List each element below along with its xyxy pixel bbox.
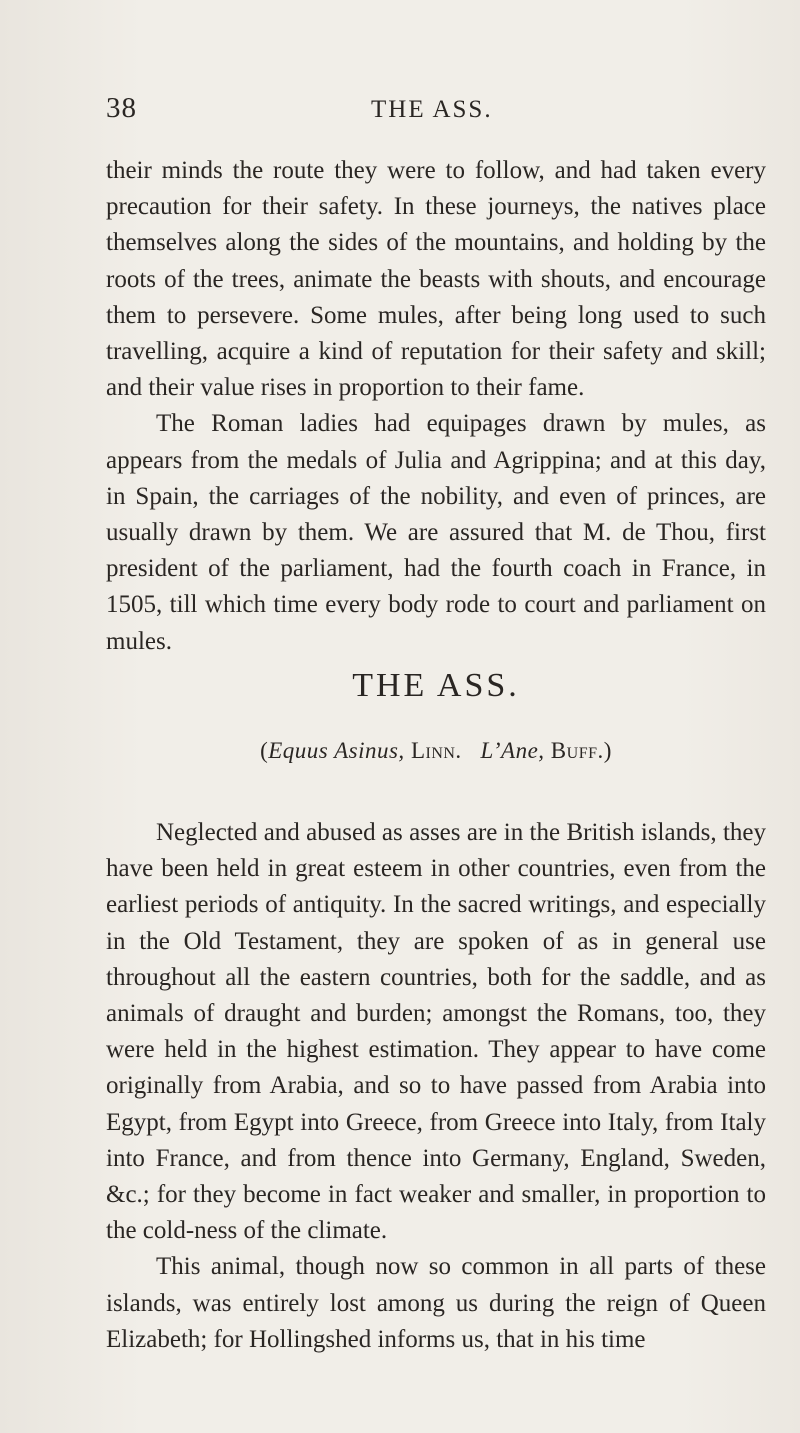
continued-text-block (106, 153, 766, 660)
paragraph-this-animal: This animal, though now so common in all parts of these islands, was entirely lost among us during the reign of Queen Elizabeth; for Hollingshed informs us, that in his time (106, 1253, 766, 1353)
running-head (106, 92, 766, 132)
french-name: L’Ane, (480, 738, 545, 763)
section-title: THE ASS. (352, 667, 520, 704)
authority-linnaeus: Linn. (410, 738, 462, 763)
page-number: 38 (106, 92, 137, 124)
paragraph-roman-ladies: The Roman ladies had equipages drawn by mules, as appears from the medals of Julia and Agrippina; and at this day, in Spain, the carriages of the nobility, and even of princes, are usually drawn by them. We are assured that M. de Thou, first president of the parliament, had the fourth coach in France, in 1505, till which time every body rode to court and parliament on mules. (106, 410, 766, 655)
subtitle-close-paren: ) (603, 738, 612, 763)
paragraph-neglected: Neglected and abused as asses are in the British islands, they have been held in great esteem in other countries, even from the earliest periods of antiquity. In the sacred writings, and especially in the Old Testament, they are spoken of as in general use throughout all the eastern countries, both for the saddle, and as animals of draught and burden; amongst the Romans, too, they were held in the highest estimation. They appear to have come originally from Arabia, and so to have passed from Arabia into Egypt, from Egypt into Greece, from Greece into Italy, from Italy into France, and from thence into Germany, England, Sweden, &c.; for they become in fact weaker and smaller, in proportion to the cold-ness of the climate. (106, 819, 766, 1245)
section-subtitle (106, 738, 766, 764)
authority-buffon: Buff. (550, 738, 604, 763)
paragraph-continued: their minds the route they were to follow, and had taken every precaution for their safety. In these journeys, the natives place themselves along the sides of the mountains, and holding by the roots of the trees, animate the beasts with shouts, and encourage them to persevere. Some mules, after being long used to such travelling, acquire a kind of reputation for their safety and skill; and their value rises in proportion to their fame. (106, 157, 766, 402)
latin-name: Equus Asinus, (268, 738, 405, 763)
section-text-block (106, 815, 766, 1358)
running-title: THE ASS. (371, 96, 493, 123)
subtitle-open-paren: ( (260, 738, 269, 763)
